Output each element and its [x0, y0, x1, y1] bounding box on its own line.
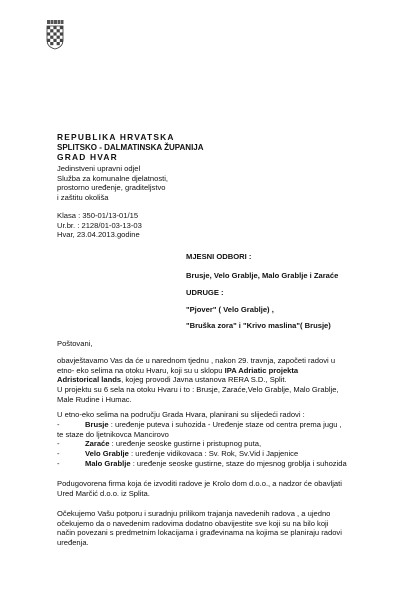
project-name: IPA Adriatic projekta	[224, 365, 299, 375]
paragraph-4	[57, 509, 342, 548]
department-line: i zaštitu okoliša	[57, 193, 109, 203]
department-line: Služba za komunalne djelatnosti,	[57, 173, 169, 183]
text-fragment: , kojeg provodi Javna ustanova RERA S.D., Split.	[121, 375, 287, 385]
recipients-odbori: Brusje, Velo Grablje, Malo Grablje i Zaraće	[186, 271, 339, 280]
country-name: REPUBLIKA HRVATSKA	[57, 132, 175, 142]
paragraph-line: Očekujemo Vašu potporu i suradnju prilikom trajanja navedenih radova , a ujedno	[57, 509, 331, 518]
paragraph-line: Podugovorena firma koja će izvoditi radove je Krolo dom d.o.o., a nadzor će obavljati	[57, 479, 342, 488]
list-item	[57, 430, 169, 439]
village-name: Brusje	[85, 420, 109, 429]
reference-block	[57, 211, 142, 240]
works-intro: U etno-eko selima na području Grada Hvara, planirani su slijedeći radovi :	[57, 410, 305, 419]
paragraph-line	[57, 375, 339, 385]
udruga-bruska-zora: "Bruška zora" i "Krivo maslina"( Brusje)	[186, 321, 331, 330]
document-date: Hvar, 23.04.2013.godine	[57, 230, 140, 240]
paragraph-line: Male Rudine i Humac.	[57, 394, 132, 404]
list-dash: -	[57, 458, 60, 468]
item-text: : uređenje seoske gustirne i pristupnog puta,	[111, 439, 262, 449]
city-name: GRAD HVAR	[57, 152, 118, 162]
project-title: Adristorical lands	[57, 375, 122, 385]
list-dash: -	[57, 420, 60, 429]
paragraph-line: način povezani s predmetnim lokacijama i građevinama na kojima se planiraju radovi	[57, 528, 342, 538]
urbroj: Ur.br. : 2128/01-03-13-03	[57, 220, 142, 230]
text-fragment: etno- eko selima na otoku Hvaru, koji su u sklopu	[57, 365, 225, 375]
village-name: Zaraće	[85, 439, 110, 449]
village-name: Malo Grablje	[85, 458, 131, 468]
coat-of-arms-icon	[46, 20, 64, 50]
works-list	[57, 420, 397, 470]
udruge-title: UDRUGE :	[186, 288, 224, 297]
item-text: : uređenje puteva i suhozida - Uređenje staze od centra prema jugu ,	[110, 420, 342, 429]
list-item	[57, 459, 347, 468]
recipients-title: MJESNI ODBORI :	[186, 252, 252, 261]
paragraph-3	[57, 479, 342, 498]
paragraph-1	[57, 356, 339, 404]
department-line: Jedinstveni upravni odjel	[57, 164, 141, 173]
list-dash: -	[57, 439, 60, 449]
paragraph-line: U projektu su 6 sela na otoku Hvaru i to : Brusje, Zaraće,Velo Grablje, Malo Grablje,	[57, 385, 339, 395]
list-item	[57, 420, 342, 429]
list-item	[57, 439, 261, 448]
paragraph-line: uređenja.	[57, 538, 89, 548]
list-item	[57, 449, 298, 458]
greeting: Poštovani,	[57, 339, 93, 348]
item-text: te staze do ljetnikovca Mancirovo	[57, 429, 169, 439]
klasa: Klasa : 350-01/13-01/15	[57, 211, 139, 220]
village-name: Velo Grablje	[85, 449, 129, 459]
udruga-pjover: "Pjover" ( Velo Grablje) ,	[186, 305, 274, 314]
list-dash: -	[57, 449, 60, 459]
item-text: : uređenje vidikovaca : Sv. Rok, Sv.Vid i Japjenice	[131, 449, 299, 459]
item-text: : uređenje seoske gustirne, staze do mjesnog groblja i suhozida	[132, 458, 347, 468]
county-name: SPLITSKO - DALMATINSKA ŽUPANIJA	[57, 143, 204, 152]
paragraph-line: Ured Marčić d.o.o. iz Splita.	[57, 488, 150, 498]
paragraph-line	[57, 366, 339, 376]
paragraph-line: obavještavamo Vas da će u narednom tjednu , nakon 29. travnja, započeti radovi u	[57, 356, 336, 365]
department-line: prostorno uređenje, graditeljstvo	[57, 183, 166, 193]
department-block	[57, 164, 168, 203]
paragraph-line: očekujemo da o navedenim radovima dodatno obavijestite sve koji su na bilo koji	[57, 518, 329, 528]
